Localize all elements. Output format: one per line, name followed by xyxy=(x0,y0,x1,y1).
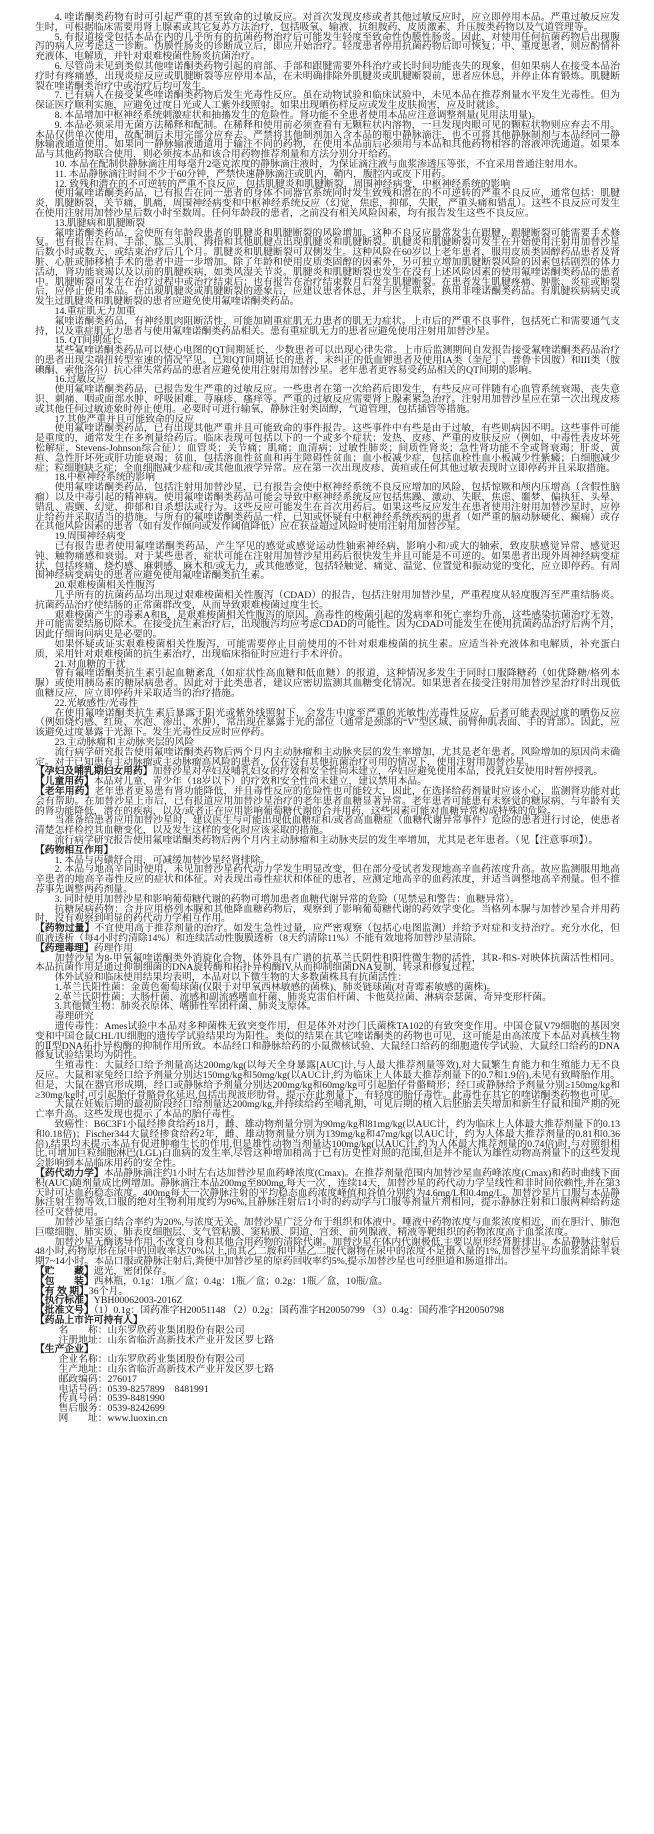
paragraph-line: 企业名称：山东罗欣药业集团股份有限公司 xyxy=(58,1354,245,1366)
paragraph-line: 3.其他微生物：肺炎衣原体、嗜肺性军团杆菌、肺炎支原体。 xyxy=(54,1001,317,1013)
section-heading: 【儿童用药】 xyxy=(35,776,94,788)
package-insert-page xyxy=(35,13,620,1424)
section-line: 【孕妇及哺乳期妇女用药】加替沙星对孕妇及哺乳妇女的疗效和安全性尚未建立，孕妇应避免使用本品，授乳妇女使用时暂停授乳。 xyxy=(35,766,604,778)
paragraph-line: 加替沙星蛋白结合率约为20%,与浓度无关。加替沙星广泛分布于组织和体液中。唾液中药物浓度与血浆浓度相近，而在胆汁、肺泡巨噬细胞、肺实质、肺表皮细胞层、支气管粘膜、窦粘膜、阴道、宫颈、前列腺液、精液等靶组织的药物浓度高于血浆浓度。 xyxy=(35,1217,620,1238)
section-heading: 【批准文号】 xyxy=(35,1305,94,1317)
paragraph-line: 生殖毒性：大鼠经口给予剂量高达200mg/kg(以每天全身暴露[AUC]计,与人最大推荐剂量等效),对大鼠繁生育能力和生殖能力无不良反应。大鼠和家兔经口给予剂量分别达150mg/kg和50mg/kg(以AUC计,约为临床上人体最大推荐剂量下的0.7和1.9倍),未见有致畸胎作用。但是，大鼠在器官形成期，经口或静脉给予剂量分别达200mg/kg和60mg/kg可引起胎仔骨骼畸形；经口或静脉给予剂量分别≥150mg/kg和≥30mg/kg时,可引起胎仔骨骼骨化延迟,包括出现波形肋骨。提示在此剂量下，有轻度的胎仔毒性。此毒性在其它的喹诺酮类药物也可见。 xyxy=(35,1060,620,1101)
paragraph-line: 7. 已有病人在接受某些喹诺酮类药物后发生光毒性反应。虽在动物试验和临床试验中，未见本品在推荐剂量水平发生光毒性。但为保证医疗顺利实施，应避免过度日光或人工紫外线照射。如果出现晒伤样反应或发生皮肤损害，应及时就诊。 xyxy=(35,90,620,112)
paragraph-line: 网 址：www.luoxin.cn xyxy=(58,1412,168,1424)
section-line: 【包 装】西林瓶，0.1g：1瓶／盒；0.4g：1瓶／盒；0.2g：1瓶／盒，10瓶/盒。 xyxy=(35,1275,388,1287)
paragraph-line: 注册地址：山东省临沂高新技术产业开发区罗七路 xyxy=(58,1334,275,1346)
paragraph-line: 使用氟喹诺酮类药品，包括注射用加替沙星，已有报告会使中枢神经系统不良反应增加的风险，包括惊厥和颅内压增高（含假性脑瘤）以及中毒引起的精神病。使用氟喹诺酮类药品可能会导致中枢神经系统反应包括焦躁、激动、失眠、焦虑、噩梦、偏执狂、头晕、错乱、震颤、幻觉、抑郁和自杀想法或行为。这些反应可能发生在首次用药后。如果这些反应发生在患者使用注射用加替沙星时，应停止给药并采取适当的措施。与所有的氟喹诺酮类药品一样，已知或怀疑有中枢神经系统疾病的患者（如严重的脑动脉硬化、癫痫）或存在其他风险因素的患者（如有发作倾向或发作阈值降低）应在获益超过风险时使用注射用加替沙星。 xyxy=(35,482,620,533)
paragraph-line: 22.光敏感性/光毒性 xyxy=(54,697,139,709)
paragraph-line: 4. 喹诺酮类药物有时可引起严重的甚至致命的过敏反应。对首次发现皮疹或者其他过敏反应时，应立即停用本品。严重过敏反应发生时，可根据临床需要用肾上腺素或其它复苏方法治疗，包括吸氧、输液、抗组胺药、皮质激素、升压胺类药物以及气道管理等。 xyxy=(35,12,620,33)
paragraph-line: 20.艰难梭菌相关性腹泻 xyxy=(54,580,156,592)
section-line: 【贮 藏】遮光，密闭保存。 xyxy=(35,1266,173,1277)
paragraph-line: 1. 本品与丙磺舒合用，可减缓加替沙星经肾排除。 xyxy=(54,854,271,866)
paragraph-line: 6. 尽管尚未见到类似其他喹诺酮类药物引起的肩部、手部和跟腱需要外科治疗或长时间功能丧失的现象，但如果病人在接受本品治疗时有疼痛感，出现炎症反应或肌腱断裂等应停用本品，在未明确排除外肌腱炎或肌腱断裂前，患者应休息，并停止体育锻炼。肌腱断裂在喹诺酮类治疗中或治疗后均可发生。 xyxy=(35,60,620,92)
paragraph-line: 加替沙星无酶诱导作用,不改变自身和其他合用药物的清除代谢。加替沙星在体内代谢极低,主要以原形经肾脏排出。本品静脉注射后48小时,药物原形在尿中的回收率达70%以上,而其乙二胺和甲基乙二胺代谢物在尿中的浓度不足摄入量的1%,加替沙星平均血浆消除半衰期7~14小时。本品口服或静脉注射后,粪便中加替沙星的原药回收率约5%,提示加替沙星也可经胆道和肠道排出。 xyxy=(35,1236,620,1268)
paragraph-line: 18.中枢神经系统的影响 xyxy=(54,472,156,484)
paragraph-line: 15. QT间期延长 xyxy=(54,335,122,347)
paragraph-line: 3. 同时使用加替沙星和影响葡萄糖代谢的药物可增加患者血糖代谢异常的危险（见禁忌和警告：血糖异常）。 xyxy=(54,893,520,905)
paragraph-line: 体外试验和临床使用结果均表明，本品对以下微生物的大多数菌株具有抗菌活性： xyxy=(54,972,408,984)
section-heading: 【药物过量】 xyxy=(35,923,95,935)
paragraph-line: 5. 有报道接受包括本品在内的几乎所有的抗菌药物治疗后可能发生轻度至致命性伪膜性肠炎。因此，对使用任何抗菌药物后出现腹泻的病人应考虑这一诊断。伪膜性肠炎的诊断成立后，即应开始治疗。轻度患者停用抗菌药物后即可恢复；中、重度患者，则应酌情补充液体、电解质，并针对艰难梭菌性肠炎抗菌治疗。 xyxy=(35,31,620,63)
paragraph-line: 在使用氟喹诺酮类抗生素后暴露于阳光或紫外线照射下，会发生中度至严重的光敏性/光毒性反应，后者可能表现过度的晒伤反应（例如烧灼感、红斑、水泡、渗出、水肿），常出现在暴露于光的部位（通常是颈部的“V”型区域、前臂伸肌表面、手的背部）。因此，应该避免过度暴露于光源下。发生光毒性反应时应停药。 xyxy=(35,707,620,739)
section-heading: 【执行标准】 xyxy=(35,1295,94,1307)
paragraph-line: 氟喹诺酮类药品，有神经肌肉阻断活性，可能加剧重症肌无力患者的肌无力症状。上市后的严重不良事件，包括死亡和需要通气支持，以及重症肌无力患者与使用氟喹诺酮类药品相关。患有重症肌无力的患者应避免使用注射用加替沙星。 xyxy=(35,315,620,337)
paragraph-line: 大鼠在妊娠后期的最初阶段经口给剂量达200mg/kg,并持续给药至哺乳期，可见后期的植入后胚胎丢失增加和新生仔鼠和围产期的死亡率升高。这些发现也提示了本品的胎仔毒性。 xyxy=(35,1099,620,1121)
paragraph-line: 艰难梭菌产生的毒素A和B，是艰难梭菌相关性腹泻的原因。高毒性的梭菌引起的发病率和死亡率均升高，这些感染抗菌治疗无效，并可能需要结肠切除术。在接受抗生素治疗后，出现腹泻均应考虑CDAD的可能性。因为CDAD可能发生在使用抗菌药品治疗后两个月，因此仔细询问病史是必要的。 xyxy=(35,609,620,641)
paragraph-line: 12. 致残和潜在的不可逆转的严重不良反应，包括肌腱炎和肌腱断裂，周围神经病变，中枢神经系统的影响 xyxy=(54,178,511,190)
paragraph-line: 21.对血糖的干扰 xyxy=(54,658,126,670)
paragraph-line: 13.肌腱病和肌腱断裂 xyxy=(54,217,146,229)
paragraph-line: 遗传毒性：Ames试验中本品对多种菌株无致突变作用，但是体外对沙门氏菌株TA102的有致突变作用。中国仓鼠V79细胞的基因突变和中国仓鼠CHL/IU细胞的遗传学试验结果均为阳性。类似的结果在其它喹诺酮类的药物也可见，这可能是由高浓度下本品对真核生物的Ⅱ型DNA拓扑异构酶的抑制作用所致。本品经口和静脉给药的小鼠微核试验、大鼠经口给药的细胞遗传学试验、大鼠经口给药的DNA修复试验结果均为阴性。 xyxy=(35,1021,620,1062)
paragraph-line: 售后服务：0539-8242699 xyxy=(58,1403,165,1415)
paragraph-line: 氟喹诺酮类药品，会使所有年龄段患者的肌腱炎和肌腱断裂的风险增加。这种不良反应最常发生在跟腱，跟腱断裂可能需要手术修复。也有报告在肩、手部、肱二头肌、拇指和其他肌腱点出现肌腱炎和肌腱断裂。肌腱炎和肌腱断裂可发生在开始使用注射用加替沙星后数小时或数天，或结束治疗后几个月。肌腱炎和肌腱断裂可双侧发生。这种风险在60岁以上老年患者，服用皮质类固醇药品患者及肾脏、心脏或肺移植手术的患者中进一步增加。除了年龄和使用皮质类固醇的因素外，另可独立增加肌腱断裂风险的因素包括剧烈的体力活动，肾功能衰竭以及以前的肌腱疾病，如类风湿关节炎。肌腱炎和肌腱断裂也发生在没有上述风险因素的使用氟喹诺酮类药品的患者中。肌腱断裂可发生在治疗过程中或治疗结束后；也有报告在治疗结束数月后发生肌腱断裂。在患者发生肌腱疼痛、肿胀、炎症或断裂后，应停止使用本品。在出现肌腱炎或肌腱断裂的迹象后，应建议患者休息，并与医生联系，换用非喹诺酮类药品。有肌腱疾病病史或发生过肌腱炎和肌腱断裂的患者应避免使用氟喹诺酮类药品。 xyxy=(35,227,620,308)
paragraph-line: 邮政编码：276017 xyxy=(58,1373,137,1385)
paragraph-line: 19.周围神经病变 xyxy=(54,531,126,543)
paragraph-line: 电话号码：0539-8257899 8481991 xyxy=(58,1383,209,1395)
section-line: 【执行标准】YBH00062003-2016Z xyxy=(35,1295,183,1307)
paragraph-line: 使用氟喹诺酮类药品，已报告发生严重的过敏反应。一些患者在第一次给药后即发生，有些反应可伴随有心血管系统衰竭、丧失意识、刺痛、咽或面部水肿、呼吸困难、荨麻疹、瘙痒等。严重的过敏反应需要肾上腺素紧急治疗。注射用加替沙星应在第一次出现皮疹或其他任何过敏迹象时停止使用。必要时可进行输氧，静脉注射类固醇，气道管理，包括插管等措施。 xyxy=(35,384,620,415)
paragraph-line: 如果怀疑或证实艰难梭菌相关性腹泻，可能需要停止目前使用的不针对艰难梭菌的抗生素。应适当补充液体和电解质，补充蛋白质，采用针对艰难梭菌的抗生素治疗，出现临床指征时应进行手术评价。 xyxy=(35,639,620,660)
section-heading: 【孕妇及哺乳期妇女用药】 xyxy=(35,766,153,778)
section-heading: 【药物相互作用】 xyxy=(35,844,114,856)
section-heading: 【药代动力学】 xyxy=(35,1168,104,1180)
section-heading: 【药品上市许可持有人】 xyxy=(35,1314,143,1326)
section-line: 【药代动力学】本品静脉滴注约1小时左右达加替沙星血药峰浓度(Cmax)。在推荐剂量范围内加替沙星血药峰浓度(Cmax)和药时曲线下面积(AUC)随剂量成比例增加。静脉滴注本品200mg至800mg,每天一次 ，连续14天，加替沙星的药代动力学呈线性和非时间依赖性,并在第3天时可达血药稳态浓度。400mg每天一次静脉注射的平均稳态血药浓度峰值和谷值分别约为4.6mg/L和0.4mg/L。加替沙星片口服与本品静脉注射生物等效,口服的绝对生物利用度约为96%,且静脉注射后1小时的药动学与口服等剂量片剂相同，提示静脉注射和口服两种给药途径可交替使用。 xyxy=(35,1168,620,1219)
paragraph-line: 名 称：山东罗欣药业集团股份有限公司 xyxy=(58,1324,245,1336)
paragraph-line: 已有报告患者使用氟喹诺酮类药品，产生罕见的感觉或感觉运动性轴索神经病，影响小和/或大的轴索，致皮肤感觉异常、感觉迟钝、触物痛感和衰弱。对于某些患者，症状可能在注射用加替沙星用药后很快发生并且可能是不可逆的。如果患者出现外周神经病变症状，包括疼痛、烧灼感、麻刺感、麻木和/或无力，或其他感觉，包括轻触觉、痛觉、温觉、位置觉和振动觉的变化，应立即停药。有周围神经病变病史的患者应避免使用氟喹诺酮类抗生素。 xyxy=(35,541,620,582)
section-heading: 【老年用药】 xyxy=(35,785,95,797)
paragraph-line: 10. 本品在配制供静脉滴注用每毫升2毫克浓度的静脉滴注液时，为保证滴注液与血浆渗透压等张，不宜采用普通注射用水。 xyxy=(54,158,584,170)
section-line: 【批准文号】（1）0.1g：国药准字H20051148 （2）0.2g：国药准字H20050799 （3）0.4g：国药准字H20050798 xyxy=(35,1305,505,1317)
paragraph-line: 曾有氟喹诺酮类抗生素引起血糖紊乱（如症状性高血糖和低血糖）的报道，这种情况多发生于同时口服降糖药（如优降糖/格列本脲）或使用胰岛素的糖尿病患者。因此对于此类患者，建议应密切监测其血糖变化情况。如果患者在接受注射用加替沙星治疗时出现低血糖反应，应立即停药并采取适当的治疗措施。 xyxy=(35,668,620,699)
paragraph-line: 17.其他严重并且可能致命的反应 xyxy=(54,413,195,425)
paragraph-line: 16.过敏反应 xyxy=(54,374,107,386)
section-line: 【有 效 期】36个月。 xyxy=(35,1285,129,1297)
paragraph-line: 抗糖尿病药物：合并应用格列本脲和其他降血糖药物后，观察到了影响葡萄糖代谢的药效学变化。当格列本脲与加替沙星合并用药时，没有观察到明显的药代动力学相互作用。 xyxy=(35,903,620,925)
paragraph-line: 流行病学研究报告使用氟喹诺酮类药物后两个月内主动脉瘤和主动脉夹层的发生率增加，尤其是老年患者。风险增加的原因尚未确定。对于已知患有主动脉瘤或主动脉瘤高风险的患者，仅在没有其他抗菌治疗可用的情况下，使用注射用加替沙星。 xyxy=(35,746,620,768)
paragraph-line: 9. 本品必须采用无菌方法稀释和配制。在稀释和使用前必须查看有无颗粒状内溶物，一旦发现肉眼可见的颗粒状物则应弃去不用。本品仅供单次使用，故配制后未用完部分应弃去。严禁将其他制剂加入含本品的瓶中静脉滴注，也不可将其他静脉制剂与本品经同一静脉输液通道使用。如果同一静脉输液通道用于输注不同的药物，在使用本品前后必须用与本品和其他药物相容的溶液冲洗通道。如果本品与其他药物联合使用，则必须按本品和该合用药物推荐剂量和方法分别分开给药。 xyxy=(35,119,620,161)
paragraph-line: 某些氟喹诺酮类药品可以使心电图的QT间期延长，少数患者可以出现心律失常。上市后监测期间自发报告接受氟喹诺酮类药品治疗的患者出现尖端扭转型室速的情况罕见。已知QT间期延长的患者、未纠正的低血钾患者及使用IA类（奎尼丁、普鲁卡因胺）和III类（胺碘酮、索他洛尔）抗心律失常药品的患者应避免使用注射用加替沙星。老年患者更容易受药品相关的QT间期的影响。 xyxy=(35,345,620,376)
paragraph-line: 2.革兰氏阴性菌：大肠杆菌、流感和副流感嗜血杆菌、肺炎克雷伯杆菌、卡他莫拉菌、淋病奈瑟菌、奇异变形杆菌。 xyxy=(54,991,552,1003)
paragraph-line: 23.主动脉瘤和主动脉夹层的风险 xyxy=(54,736,195,748)
section-line: 【儿童用药】本品对儿童、青少年（18岁以下）的疗效和安全性尚未建立，建议禁用本品。 xyxy=(35,776,427,788)
section-line: 【药理毒理】药理作用 xyxy=(35,942,133,954)
paragraph-line: 使用氟喹诺酮类药品，已有出现其他严重并且可能致命的事件报告。这些事件中有些是由于过敏，有些则病因不明。这些事件可能是重度的，通常发生在多剂量给药后。临床表现可包括以下的一个或多个症状：发热、皮疹、严重的皮肤反应（例如，中毒性表皮坏死松解症，Stevens-Johnson综合征）；血管炎；关节痛；肌痛；血清病；过敏性肺炎；间质性肾炎；急性肾功能不全或肾衰竭；肝炎、黄疸、急性肝坏死或肝功能衰竭；贫血，包括溶血性贫血和再生障碍性贫血；血小板减少症，包括血栓性血小板减少性紫癜；白细胞减少症；粒细胞缺乏症；全血细胞减少症和/或其他血液学异常。应在第一次出现皮疹、黄疸或任何其他过敏表现时立即停药并且采取措施。 xyxy=(35,423,620,474)
paragraph-line: 传真号码：0539-8481990 xyxy=(58,1393,165,1405)
section-heading: 【有 效 期】 xyxy=(35,1285,89,1297)
paragraph-line: 致癌性：B6C3F1小鼠经掺食给药18月，雌、雄动物剂量分别为90mg/kg和81mg/kg(以AUC计，约为临床上人体最大推荐剂量下的0.13和0.18倍)；Fischer344大鼠经掺食给药2年，雌、雄动物剂量分别为139mg/kg和47mg/kg(以AUC计，约为人体最大推荐剂量的0.81和0.36倍),结果均未提示本品有促进肿瘤生长的作用,但是雄性动物当剂量达100mg/kg(以AUC计,约为人体最大推荐剂量的0.74倍)时,与对照组相比,可增加巨粒细胞淋巴(LGL)白血病的发生率,尽管这种增加稍高于已有历史性对照的范围,但是并不能认为雄性动物高剂量下的这些发现会影响到本品临床用药的安全性。 xyxy=(35,1119,620,1170)
paragraph-line: 1.革兰氏阳性菌：金黄色葡萄球菌(仅限于对甲氧西林敏感的菌株)、肺炎链球菌(对青霉素敏感的菌株)。 xyxy=(54,981,497,993)
section-heading: 【包 装】 xyxy=(35,1275,94,1287)
paragraph-line: 几乎所有的抗菌药品均出现过艰难梭菌相关性腹泻（CDAD）的报告，包括注射用加替沙星，严重程度从轻度腹泻至严重结肠炎。抗菌药品治疗使结肠的正常菌群改变，从而导致艰难梭菌过度生长。 xyxy=(35,590,620,611)
paragraph-line: 流行病学研究报告使用氟喹诺酮类药物后两个月内主动脉瘤和主动脉夹层的发生率增加，尤其是老年患者。（见【注意事项】）。 xyxy=(54,834,599,846)
section-line: 【药物过量】不宜使用高于推荐剂量的治疗。如发生急性过量，应严密观察（包括心电图监测）并给予对症和支持治疗。充分水化，但血液透析（每4小时约清除14%）和连续活动性腹膜透析（8天约清除11%）不能有效地将加替沙星清除。 xyxy=(35,923,621,944)
paragraph-line: 当准备给患者应用加替沙星时，建议医生与可能出现低血糖症和/或者高血糖症（血糖代谢异常事件）危险的患者进行讨论，使患者清楚怎样检控其血糖变化，以及发生这样的变化时应该采取的措施。 xyxy=(35,815,620,837)
paragraph-line: 加替沙星为8-甲氧氟喹诺酮类外消旋化合物，体外具有广谱的抗革兰氏阴性和阳性微生物的活性，其R-和S-对映体抗菌活性相同。本品抗菌作用是通过抑制细菌的DNA旋转酶和拓扑异构酶IV,从而抑制细菌DNA复制、转录和修复过程。 xyxy=(35,952,620,974)
paragraph-line: 14.重症肌无力加重 xyxy=(54,305,136,317)
paragraph-line: 使用氟喹诺酮类药品，已有报告在同一患者的身体不同器官系统同时发生致残和潜在的不可逆转的严重不良反应，通常包括：肌腱炎，肌腱断裂，关节痛，肌痛，周围神经病变和中枢神经系统反应（幻觉，焦虑，抑郁，失眠，严重头痛和错乱）。这些不良反应可发生在使用注射用加替沙星后数小时至数周。任何年龄段的患者，之前没有相关风险因素，均有报告发生这些不良反应。 xyxy=(35,188,620,219)
section-heading: 【药理毒理】 xyxy=(35,942,94,954)
section-heading: 【生产企业】 xyxy=(35,1344,94,1356)
paragraph-line: 生产地址：山东省临沂高新技术产业开发区罗七路 xyxy=(58,1363,275,1375)
section-line: 【老年用药】老年患者更易患有肾功能降低，并且毒性反应的危险性也可能较大，因此，在选择给药剂量时应该小心，监测肾功能对此会有帮助。在加替沙星上市后，已有报道应用加替沙星治疗的老年患者血糖显著异常。老年患者可能患有未察觉的糖尿病、与年龄有关的肾功能降低，潜在的疾病，以及/或者正在应用影响葡萄糖代谢的合并用药，这些因素可能对血糖异常构成特殊的危险。 xyxy=(35,785,621,817)
paragraph-line: 11. 本品静脉滴注时间不少于60分钟，严禁快速静脉滴注或肌内，鞘内，腹腔内或皮下用药。 xyxy=(54,168,452,180)
section-heading: 【贮 藏】 xyxy=(35,1266,94,1277)
paragraph-line: 2. 本品与地高辛同时使用，未见加替沙星药代动力学发生明显改变，但在部分受试者发现地高辛血药浓度升高。故应监测服用地高辛患者的地高辛毒性反应的症状和体征。对表现出毒性症状和体征的患者，应测定地高辛的血药浓度，并适当调整地高辛剂量。但不推荐事先调整两药剂量。 xyxy=(35,864,620,895)
paragraph-line: 8. 本品增加中枢神经系统刺激症状和抽搐发生的危险性。肾功能不全患者使用本品应注意调整剂量(见用法用量)。 xyxy=(54,109,542,121)
paragraph-line: 毒理研究 xyxy=(54,1011,94,1023)
